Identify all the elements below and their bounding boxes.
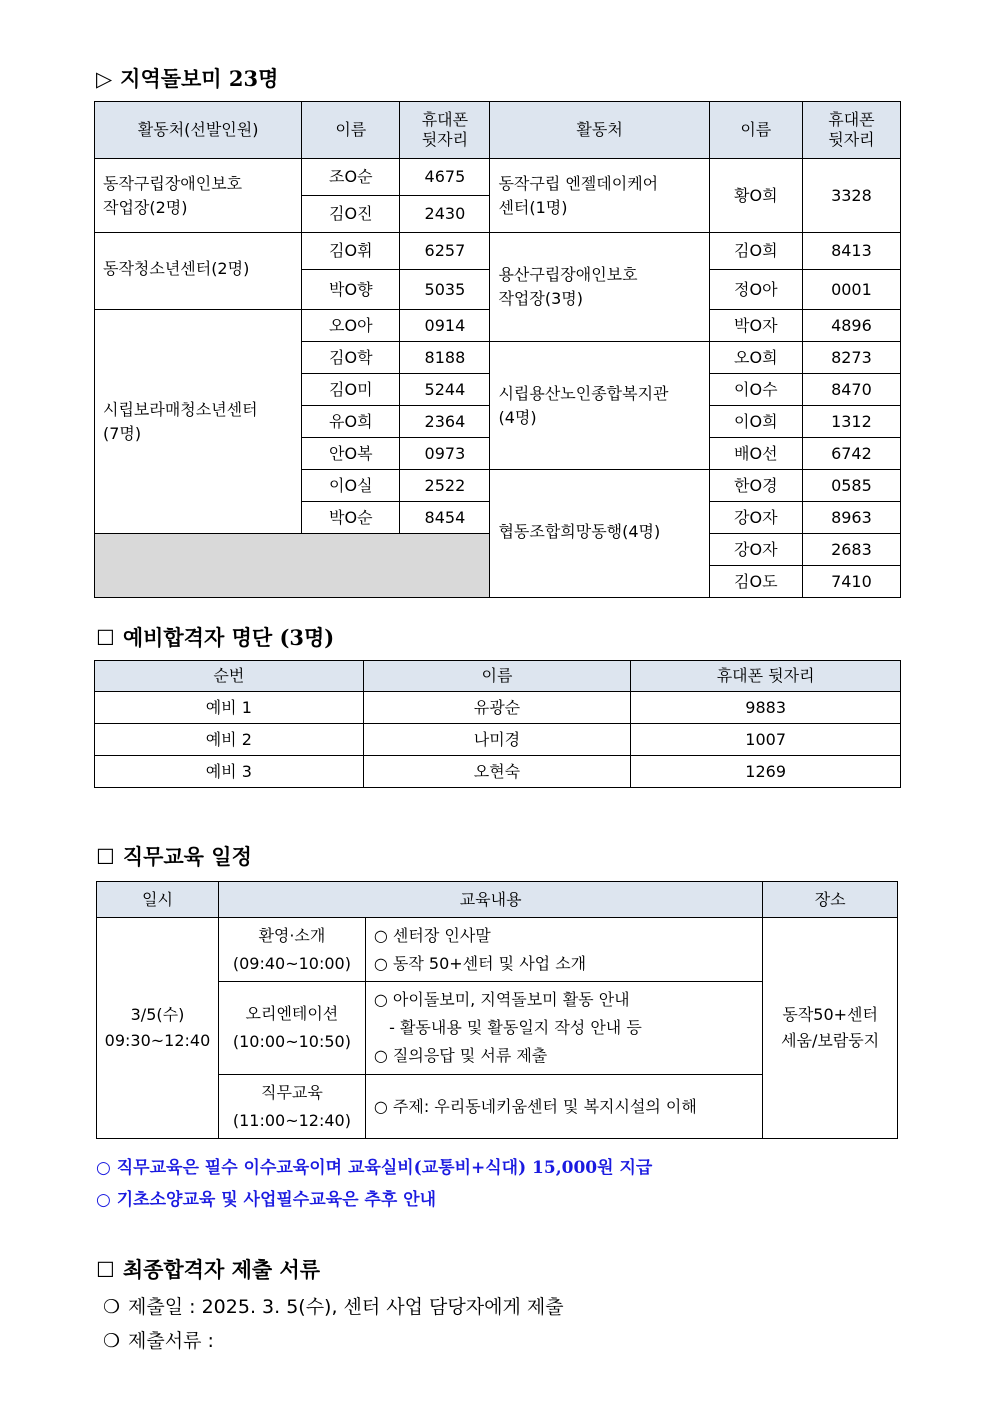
circle-bullet-icon: ❍ — [103, 1296, 121, 1318]
training-date: 3/5(수) 09:30~12:40 — [97, 918, 219, 1139]
person-phone: 1312 — [802, 406, 900, 438]
person-name: 정O아 — [709, 270, 802, 310]
table-row: 예비 2 나미경 1007 — [95, 724, 901, 756]
person-name: 한O경 — [709, 470, 802, 502]
person-name: 박O자 — [709, 310, 802, 342]
person-name: 김O학 — [302, 342, 400, 374]
table-row — [95, 233, 901, 270]
place-cell: 동작구립 엔젤데이케어 센터(1명) — [490, 159, 709, 233]
circle-bullet-icon: ❍ — [103, 1330, 121, 1352]
person-phone: 6742 — [802, 438, 900, 470]
person-phone: 4675 — [400, 159, 490, 196]
header-place: 장소 — [763, 882, 898, 918]
person-phone: 8963 — [802, 502, 900, 534]
person-name: 안O복 — [302, 438, 400, 470]
person-phone: 2683 — [802, 534, 900, 566]
checkbox-icon: ☐ — [96, 1258, 115, 1282]
person-phone: 7410 — [802, 566, 900, 598]
person-phone: 5035 — [400, 270, 490, 310]
section3-title: ☐ 직무교육 일정 — [96, 844, 252, 869]
header-phone: 휴대폰 뒷자리 — [631, 661, 901, 692]
person-name: 김O도 — [709, 566, 802, 598]
person-name: 강O자 — [709, 502, 802, 534]
person-phone: 3328 — [802, 159, 900, 233]
person-name: 오O희 — [709, 342, 802, 374]
table-row: 예비 3 오현숙 1269 — [95, 756, 901, 788]
session-items: ○ 센터장 인사말 ○ 동작 50+센터 및 사업 소개 — [365, 918, 762, 982]
place-cell: 협동조합희망동행(4명) — [490, 470, 709, 598]
person-phone: 2430 — [400, 196, 490, 233]
place-cell: 용산구립장애인보호 작업장(3명) — [490, 233, 709, 342]
triangle-icon: ▷ — [96, 67, 113, 91]
volunteer-table — [94, 101, 901, 598]
person-phone: 8273 — [802, 342, 900, 374]
header-name-left: 이름 — [302, 102, 400, 159]
checkbox-icon: ☐ — [96, 626, 115, 650]
person-name: 박O순 — [302, 502, 400, 534]
person-name: 배O선 — [709, 438, 802, 470]
submission-date-line: ❍ 제출일 : 2025. 3. 5(수), 센터 사업 담당자에게 제출 — [103, 1296, 564, 1318]
person-phone: 0914 — [400, 310, 490, 342]
reserve-table — [94, 660, 901, 788]
person-name: 오O아 — [302, 310, 400, 342]
place-cell: 시립용산노인종합복지관 (4명) — [490, 342, 709, 470]
person-phone: 0973 — [400, 438, 490, 470]
person-name: 이O수 — [709, 374, 802, 406]
section2-title: ☐ 예비합격자 명단 (3명) — [96, 625, 335, 650]
person-name: 조O순 — [302, 159, 400, 196]
person-phone: 2364 — [400, 406, 490, 438]
person-name: 이O희 — [709, 406, 802, 438]
table-row: 예비 1 유광순 9883 — [95, 692, 901, 724]
person-name: 김O진 — [302, 196, 400, 233]
person-phone: 8413 — [802, 233, 900, 270]
empty-cell — [95, 534, 490, 598]
person-name: 김O휘 — [302, 233, 400, 270]
place-cell: 시립보라매청소년센터 (7명) — [95, 310, 302, 534]
header-content: 교육내용 — [218, 882, 762, 918]
header-order: 순번 — [95, 661, 364, 692]
person-name: 김O미 — [302, 374, 400, 406]
session-items: ○ 주제: 우리동네키움센터 및 복지시설의 이해 — [365, 1075, 762, 1139]
place-cell: 동작구립장애인보호 작업장(2명) — [95, 159, 302, 233]
header-phone-left: 휴대폰 뒷자리 — [400, 102, 490, 159]
person-name: 이O실 — [302, 470, 400, 502]
person-name: 황O희 — [709, 159, 802, 233]
header-date: 일시 — [97, 882, 219, 918]
header-phone-right: 휴대폰 뒷자리 — [802, 102, 900, 159]
session-title: 오리엔테이션 (10:00~10:50) — [218, 982, 365, 1075]
table-row — [95, 159, 901, 196]
training-note: ○ 직무교육은 필수 이수교육이며 교육실비(교통비+식대) 15,000원 지급 — [96, 1158, 653, 1178]
session-title: 환영·소개 (09:40~10:00) — [218, 918, 365, 982]
header-place-left: 활동처(선발인원) — [95, 102, 302, 159]
header-name-right: 이름 — [709, 102, 802, 159]
training-note: ○ 기초소양교육 및 사업필수교육은 추후 안내 — [96, 1190, 437, 1210]
person-phone: 5244 — [400, 374, 490, 406]
header-name: 이름 — [363, 661, 631, 692]
person-name: 박O향 — [302, 270, 400, 310]
section4-title: ☐ 최종합격자 제출 서류 — [96, 1257, 321, 1282]
person-phone: 8188 — [400, 342, 490, 374]
person-name: 김O희 — [709, 233, 802, 270]
session-title: 직무교육 (11:00~12:40) — [218, 1075, 365, 1139]
person-phone: 4896 — [802, 310, 900, 342]
person-phone: 2522 — [400, 470, 490, 502]
session-items: ○ 아이돌보미, 지역돌보미 활동 안내 - 활동내용 및 활동일지 작성 안내 등 ○ 질의응답 및 서류 제출 — [365, 982, 762, 1075]
header-place-right: 활동처 — [490, 102, 709, 159]
person-phone: 8470 — [802, 374, 900, 406]
section1-title: ▷ 지역돌보미 23명 — [96, 66, 279, 91]
person-phone: 0585 — [802, 470, 900, 502]
person-name: 강O자 — [709, 534, 802, 566]
person-name: 유O희 — [302, 406, 400, 438]
checkbox-icon: ☐ — [96, 845, 115, 869]
submission-docs-line: ❍ 제출서류 : — [103, 1330, 214, 1352]
training-place: 동작50+센터 세움/보람둥지 — [763, 918, 898, 1139]
place-cell: 동작청소년센터(2명) — [95, 233, 302, 310]
training-schedule-table — [96, 881, 898, 1139]
person-phone: 6257 — [400, 233, 490, 270]
person-phone: 0001 — [802, 270, 900, 310]
person-phone: 8454 — [400, 502, 490, 534]
